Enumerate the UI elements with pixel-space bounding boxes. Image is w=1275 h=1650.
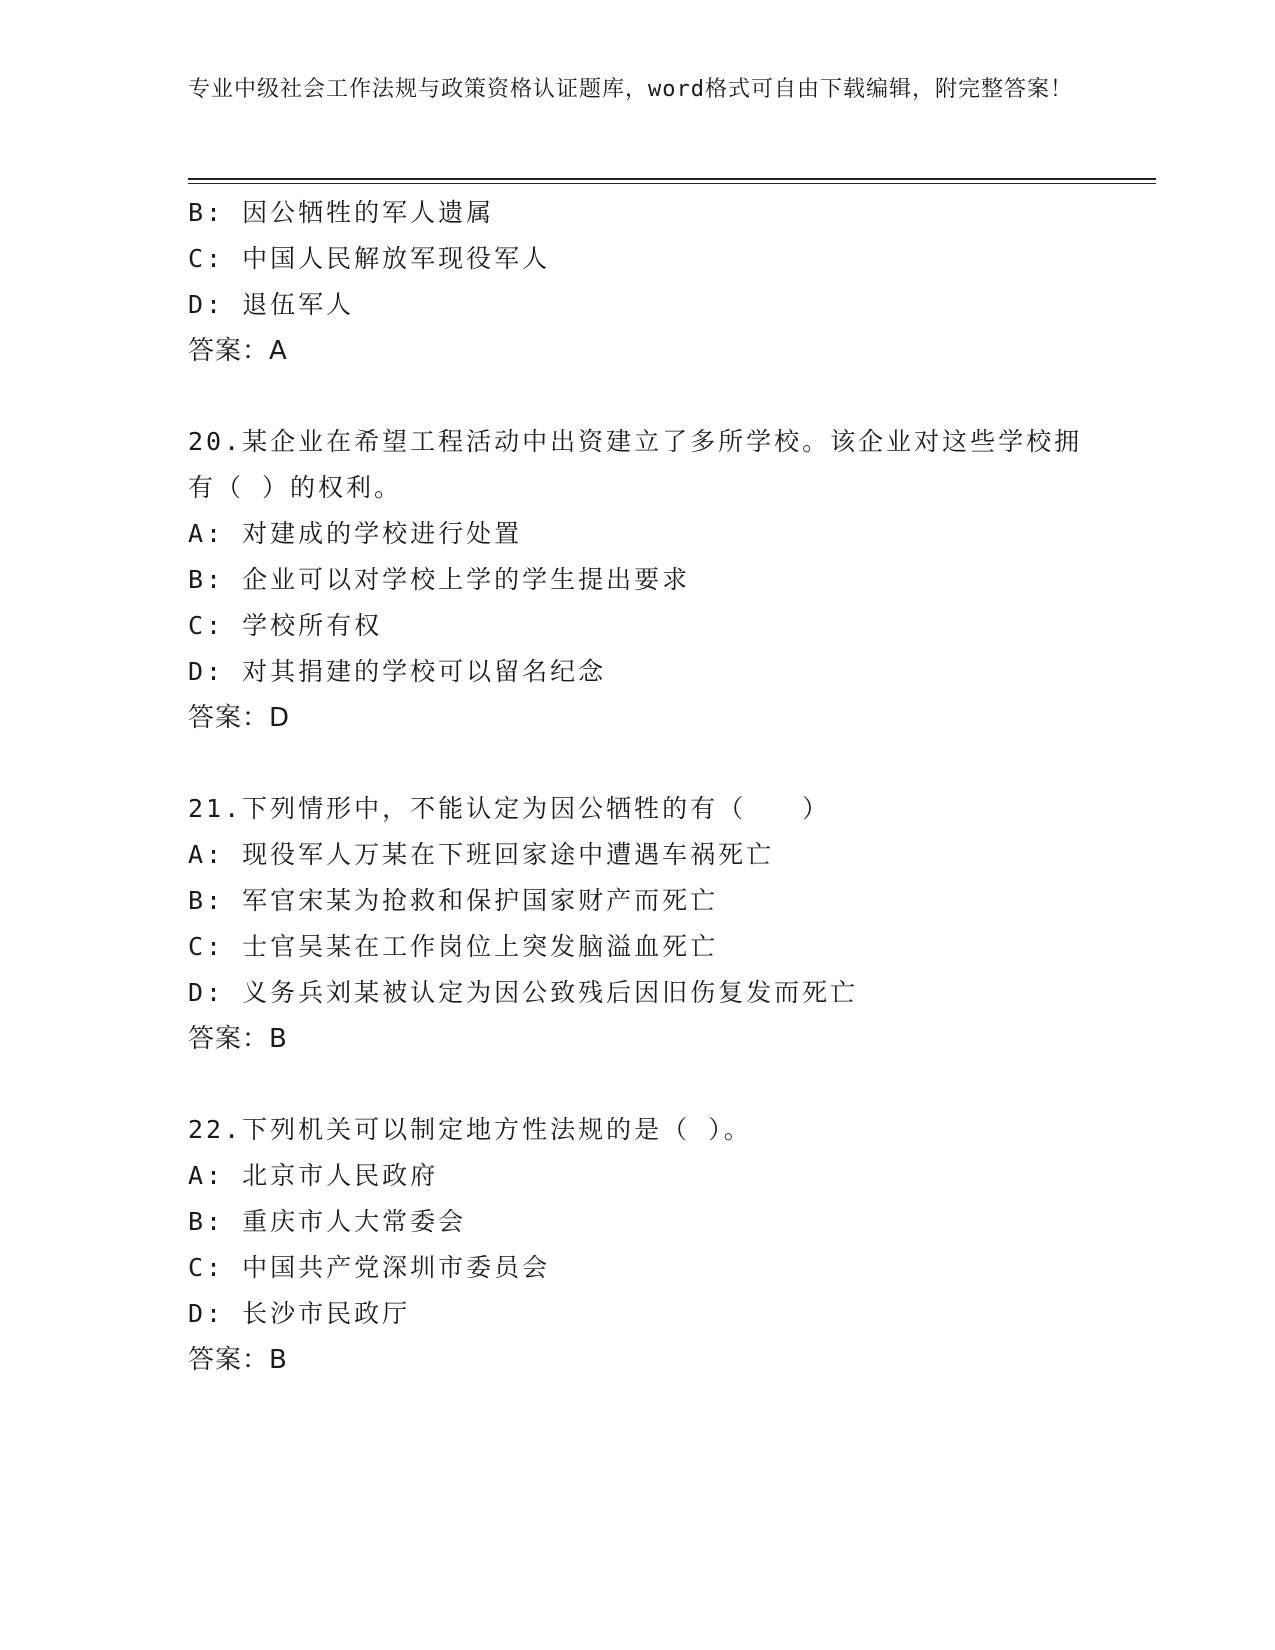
answer-line: 答案：B	[188, 1345, 288, 1375]
question-19-continued	[188, 190, 1088, 374]
option-a: A: 现役军人万某在下班回家途中遭遇车祸死亡	[188, 840, 775, 869]
option-d: D: 对其捐建的学校可以留名纪念	[188, 657, 607, 686]
answer-line: 答案：A	[188, 336, 288, 366]
answer-line: 答案：D	[188, 703, 291, 733]
answer-line: 答案：B	[188, 1024, 288, 1054]
option-d: D: 退伍军人	[188, 290, 355, 319]
option-c: C: 士官吴某在工作岗位上突发脑溢血死亡	[188, 932, 719, 961]
option-b: B: 企业可以对学校上学的学生提出要求	[188, 565, 691, 594]
option-b: B: 因公牺牲的军人遗属	[188, 198, 495, 227]
question-22	[188, 1107, 1088, 1383]
option-d: D: 义务兵刘某被认定为因公致残后因旧伤复发而死亡	[188, 978, 859, 1007]
question-20	[188, 419, 1088, 741]
question-text: 20.某企业在希望工程活动中出资建立了多所学校。该企业对这些学校拥有（ ）的权利。	[188, 427, 1083, 502]
option-b: B: 军官宋某为抢救和保护国家财产而死亡	[188, 886, 719, 915]
question-text: 22.下列机关可以制定地方性法规的是（ ）。	[188, 1115, 752, 1144]
option-a: A: 对建成的学校进行处置	[188, 519, 523, 548]
document-body	[188, 190, 1088, 1383]
option-c: C: 学校所有权	[188, 611, 383, 640]
header-divider-thin	[188, 183, 1156, 184]
option-d: D: 长沙市民政厅	[188, 1299, 411, 1328]
question-21	[188, 786, 1088, 1062]
option-c: C: 中国人民解放军现役军人	[188, 244, 551, 273]
option-a: A: 北京市人民政府	[188, 1161, 439, 1190]
header-divider	[188, 178, 1156, 180]
question-text: 21.下列情形中，不能认定为因公牺牲的有（ ）	[188, 794, 831, 823]
page-header: 专业中级社会工作法规与政策资格认证题库，word格式可自由下载编辑，附完整答案！	[188, 77, 1073, 102]
option-b: B: 重庆市人大常委会	[188, 1207, 467, 1236]
option-c: C: 中国共产党深圳市委员会	[188, 1253, 551, 1282]
